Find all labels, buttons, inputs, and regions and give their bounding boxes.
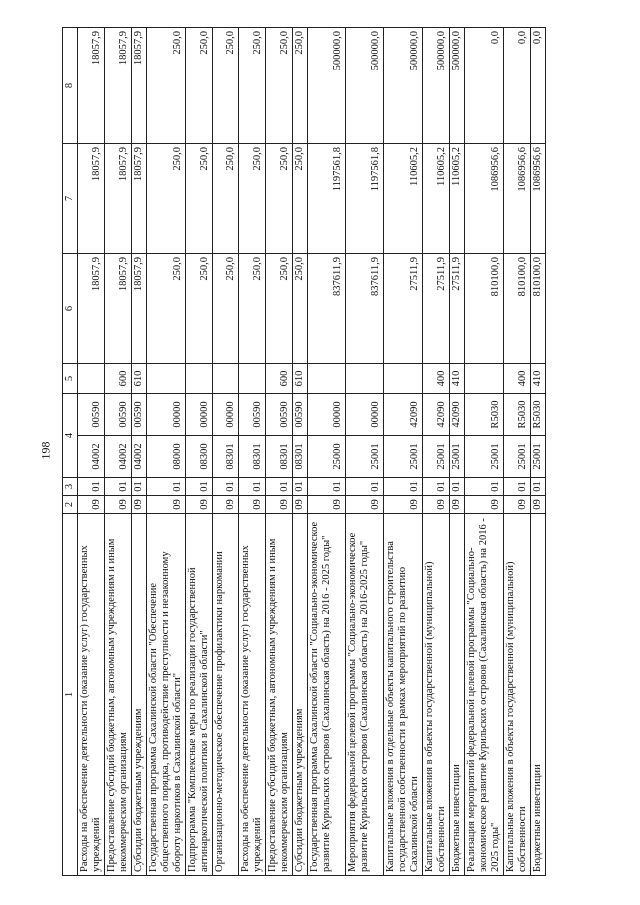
row-col8: 250,0	[239, 28, 266, 144]
row-col3: 01	[266, 478, 293, 496]
row-col6: 250,0	[266, 254, 293, 364]
row-col4b: R5030	[504, 394, 531, 436]
row-col5	[147, 364, 186, 394]
row-col3: 01	[450, 478, 465, 496]
row-col6: 810100,0	[465, 254, 504, 364]
row-col6: 250,0	[186, 254, 213, 364]
row-col7: 18057,9	[78, 144, 105, 254]
row-col4a: 25001	[384, 436, 423, 478]
row-name: Мероприятия федеральной целевой программы "Социально-экономическое развитие Курильских островов (Сахалинская область) на 2016-2025 годы"	[346, 514, 384, 876]
table-row	[384, 28, 423, 876]
row-col2: 09	[293, 496, 308, 514]
row-col6: 18057,9	[78, 254, 105, 364]
row-name: Расходы на обеспечение деятельности (оказание услуг) государственных учреждений	[239, 514, 266, 876]
row-col4b: 00000	[147, 394, 186, 436]
row-col4b: 42090	[384, 394, 423, 436]
row-col8: 18057,9	[78, 28, 105, 144]
col-header-8: 8	[63, 28, 78, 144]
row-col2: 09	[266, 496, 293, 514]
row-col4b: 00000	[308, 394, 346, 436]
row-col8: 250,0	[186, 28, 213, 144]
row-col8: 18057,9	[132, 28, 147, 144]
row-col4b: 00590	[105, 394, 132, 436]
row-col6: 810100,0	[531, 254, 546, 364]
row-col8: 250,0	[213, 28, 239, 144]
row-col8: 0,0	[465, 28, 504, 144]
row-col2: 09	[105, 496, 132, 514]
row-col4a: 25001	[450, 436, 465, 478]
row-col7: 110605,2	[423, 144, 450, 254]
row-col7: 250,0	[266, 144, 293, 254]
row-name: Расходы на обеспечение деятельности (оказание услуг) государственных учреждений	[78, 514, 105, 876]
table-body	[78, 28, 546, 876]
row-col5: 410	[531, 364, 546, 394]
row-col8: 500000,0	[346, 28, 384, 144]
row-col5	[465, 364, 504, 394]
table-row	[266, 28, 293, 876]
row-col6: 810100,0	[504, 254, 531, 364]
row-col3: 01	[384, 478, 423, 496]
row-col2: 09	[213, 496, 239, 514]
row-col3: 01	[186, 478, 213, 496]
table-row	[450, 28, 465, 876]
row-col7: 1086956,6	[531, 144, 546, 254]
row-col4a: 25001	[531, 436, 546, 478]
row-col6: 837611,9	[308, 254, 346, 364]
row-col7: 250,0	[186, 144, 213, 254]
row-col7: 250,0	[147, 144, 186, 254]
row-col5	[346, 364, 384, 394]
row-col4a: 08301	[266, 436, 293, 478]
row-col6: 18057,9	[105, 254, 132, 364]
row-col5	[78, 364, 105, 394]
row-col2: 09	[186, 496, 213, 514]
row-name: Предоставление субсидий бюджетным, автономным учреждениям и иным некоммерческим организациям	[105, 514, 132, 876]
col-header-3: 3	[63, 478, 78, 496]
table-row	[186, 28, 213, 876]
row-name: Капитальные вложения в отдельные объекты капитального строительства государственной собственности в рамках мероприятий по развитию Сахалинской области	[384, 514, 423, 876]
row-col5	[239, 364, 266, 394]
row-col6: 250,0	[239, 254, 266, 364]
row-name: Организационно-методическое обеспечение профилактики наркомании	[213, 514, 239, 876]
table-row	[105, 28, 132, 876]
row-col7: 18057,9	[105, 144, 132, 254]
row-col5: 400	[423, 364, 450, 394]
row-col4a: 25001	[346, 436, 384, 478]
row-name: Субсидии бюджетным учреждениям	[293, 514, 308, 876]
row-col3: 01	[293, 478, 308, 496]
row-col4b: 00000	[213, 394, 239, 436]
row-col7: 1197561,8	[346, 144, 384, 254]
row-col4b: R5030	[465, 394, 504, 436]
row-col4b: R5030	[531, 394, 546, 436]
row-col6: 18057,9	[132, 254, 147, 364]
row-col2: 09	[78, 496, 105, 514]
row-col8: 500000,0	[450, 28, 465, 144]
row-col8: 250,0	[147, 28, 186, 144]
row-col8: 500000,0	[384, 28, 423, 144]
table-row	[423, 28, 450, 876]
row-col3: 01	[239, 478, 266, 496]
row-col2: 09	[308, 496, 346, 514]
row-col3: 01	[105, 478, 132, 496]
row-col2: 09	[450, 496, 465, 514]
row-col6: 27511,9	[384, 254, 423, 364]
row-name: Капитальные вложения в объекты государственной (муниципальной) собственности	[423, 514, 450, 876]
row-name: Бюджетные инвестиции	[450, 514, 465, 876]
row-col5	[384, 364, 423, 394]
row-col5: 610	[293, 364, 308, 394]
col-header-4: 4	[63, 394, 78, 478]
row-col4a: 25000	[308, 436, 346, 478]
row-col8: 0,0	[531, 28, 546, 144]
row-col4a: 04002	[132, 436, 147, 478]
row-col3: 01	[423, 478, 450, 496]
col-header-1: 1	[63, 514, 78, 876]
row-col7: 110605,2	[384, 144, 423, 254]
row-col2: 09	[504, 496, 531, 514]
row-col2: 09	[147, 496, 186, 514]
row-name: Государственная программа Сахалинской области "Социально-экономическое развитие Курильских островов (Сахалинская область) на 2016 - 2025 годы"	[308, 514, 346, 876]
row-col3: 01	[465, 478, 504, 496]
row-col2: 09	[465, 496, 504, 514]
table-row	[147, 28, 186, 876]
row-col4a: 25001	[504, 436, 531, 478]
row-col4b: 00590	[132, 394, 147, 436]
row-col4b: 00000	[346, 394, 384, 436]
row-col4b: 00590	[78, 394, 105, 436]
header-row	[63, 28, 78, 876]
row-col2: 09	[346, 496, 384, 514]
row-name: Субсидии бюджетным учреждениям	[132, 514, 147, 876]
table-row	[465, 28, 504, 876]
row-col4b: 00590	[293, 394, 308, 436]
row-col6: 837611,9	[346, 254, 384, 364]
row-col4a: 04002	[78, 436, 105, 478]
budget-table	[62, 27, 546, 876]
row-col4a: 08301	[293, 436, 308, 478]
row-name: Реализация мероприятий федеральной целевой программы "Социально-экономическое развитие Курильских островов (Сахалинская область) на 2016 - 2025 годы"	[465, 514, 504, 876]
row-col3: 01	[346, 478, 384, 496]
row-col3: 01	[308, 478, 346, 496]
row-col2: 09	[384, 496, 423, 514]
row-col4b: 42090	[450, 394, 465, 436]
row-name: Государственная программа Сахалинской области "Обеспечение общественного порядка, противодействие преступности и незаконному обороту наркотиков в Сахалинской области"	[147, 514, 186, 876]
row-col4a: 25001	[465, 436, 504, 478]
row-col5: 610	[132, 364, 147, 394]
row-col4a: 04002	[105, 436, 132, 478]
row-col5	[213, 364, 239, 394]
row-col4a: 08300	[186, 436, 213, 478]
table-row	[213, 28, 239, 876]
row-col2: 09	[531, 496, 546, 514]
row-col4a: 08000	[147, 436, 186, 478]
row-col4b: 42090	[423, 394, 450, 436]
row-col5: 400	[504, 364, 531, 394]
row-col8: 500000,0	[308, 28, 346, 144]
row-col4b: 00000	[186, 394, 213, 436]
row-name: Бюджетные инвестиции	[531, 514, 546, 876]
rotated-page	[62, 28, 626, 876]
table-row	[346, 28, 384, 876]
table-row	[78, 28, 105, 876]
row-col5	[308, 364, 346, 394]
row-col5	[186, 364, 213, 394]
row-col7: 1197561,8	[308, 144, 346, 254]
row-col7: 250,0	[213, 144, 239, 254]
row-col2: 09	[132, 496, 147, 514]
table-row	[504, 28, 531, 876]
col-header-7: 7	[63, 144, 78, 254]
row-col8: 0,0	[504, 28, 531, 144]
col-header-5: 5	[63, 364, 78, 394]
row-col7: 250,0	[293, 144, 308, 254]
table-row	[531, 28, 546, 876]
row-name: Капитальные вложения в объекты государственной (муниципальной) собственности	[504, 514, 531, 876]
table-row	[239, 28, 266, 876]
row-col6: 27511,9	[450, 254, 465, 364]
row-col6: 250,0	[213, 254, 239, 364]
row-col3: 01	[504, 478, 531, 496]
table-container	[62, 28, 626, 876]
row-col7: 1086956,6	[465, 144, 504, 254]
row-col3: 01	[78, 478, 105, 496]
row-col8: 250,0	[293, 28, 308, 144]
table-row	[293, 28, 308, 876]
row-col4b: 00590	[266, 394, 293, 436]
row-col8: 500000,0	[423, 28, 450, 144]
row-col7: 110605,2	[450, 144, 465, 254]
row-col4a: 08301	[239, 436, 266, 478]
row-col6: 27511,9	[423, 254, 450, 364]
table-row	[308, 28, 346, 876]
row-col8: 250,0	[266, 28, 293, 144]
row-col3: 01	[132, 478, 147, 496]
row-col5: 410	[450, 364, 465, 394]
row-col7: 1086956,6	[504, 144, 531, 254]
row-col3: 01	[213, 478, 239, 496]
table-row	[132, 28, 147, 876]
row-col6: 250,0	[147, 254, 186, 364]
row-col3: 01	[147, 478, 186, 496]
row-col6: 250,0	[293, 254, 308, 364]
row-col2: 09	[239, 496, 266, 514]
row-col7: 18057,9	[132, 144, 147, 254]
row-col3: 01	[531, 478, 546, 496]
row-name: Подпрограмма "Комплексные меры по реализации государственной антинаркотической политики в Сахалинской области"	[186, 514, 213, 876]
page-number: 198	[38, 441, 53, 460]
col-header-2: 2	[63, 496, 78, 514]
row-col4a: 25001	[423, 436, 450, 478]
col-header-6: 6	[63, 254, 78, 364]
row-col5: 600	[105, 364, 132, 394]
row-name: Предоставление субсидий бюджетным, автономным учреждениям и иным некоммерческим организациям	[266, 514, 293, 876]
row-col8: 18057,9	[105, 28, 132, 144]
row-col4b: 00590	[239, 394, 266, 436]
row-col5: 600	[266, 364, 293, 394]
row-col7: 250,0	[239, 144, 266, 254]
row-col2: 09	[423, 496, 450, 514]
row-col4a: 08301	[213, 436, 239, 478]
